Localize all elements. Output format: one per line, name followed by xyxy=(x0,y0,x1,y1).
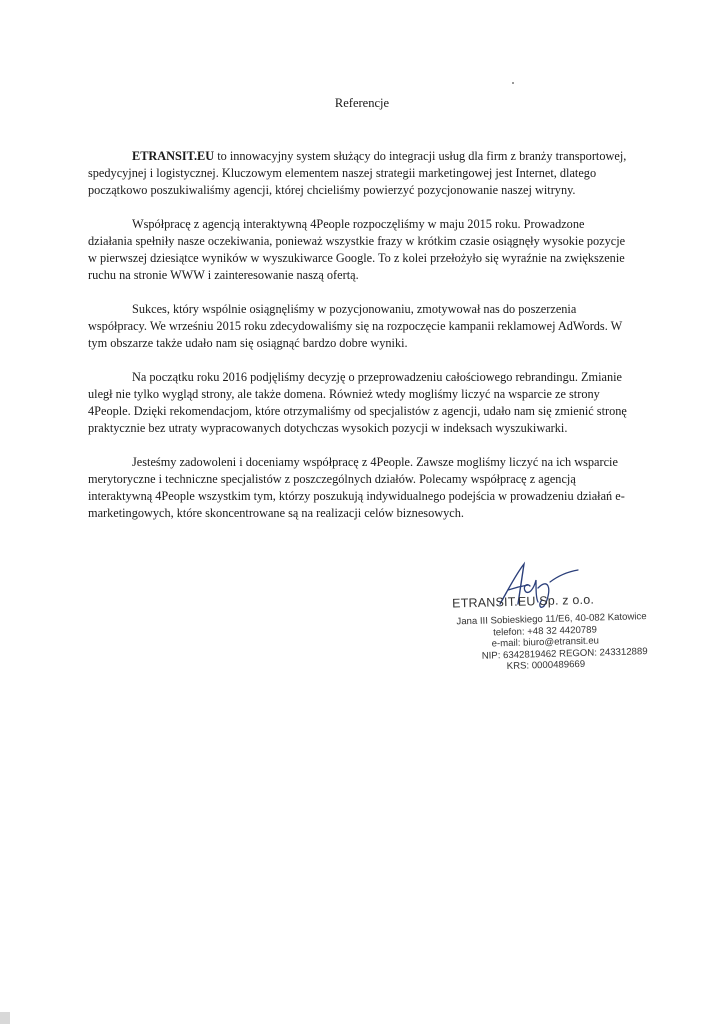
letter-body xyxy=(88,148,628,539)
document-title: Referencje xyxy=(334,96,390,110)
scan-edge-mark xyxy=(0,1012,10,1024)
paragraph-2: Współpracę z agencją interaktywną 4People rozpoczęliśmy w maju 2015 roku. Prowadzone działania spełniły nasze oczekiwania, ponieważ wszystkie frazy w krótkim czasie osiągnęły wysokie pozycje w pierwszej dziesiątce wyników w wyszukiwarce Google. To z kolei przełożyło się wyraźnie na zwiększenie ruchu na stronie WWW i zainteresowanie naszą ofertą. xyxy=(88,217,626,282)
stamp-company-name: ETRANSIT.EU Sp. z o.o. xyxy=(451,592,595,611)
paragraph-3: Sukces, który wspólnie osiągnęliśmy w pozycjonowaniu, zmotywował nas do poszerzenia współpracy. We wrześniu 2015 roku zdecydowaliśmy się na rozpoczęcie kampanii reklamowej AdWords. W tym obszarze także udało nam się osiągnąć bardzo dobre wyniki. xyxy=(88,302,623,350)
paragraph-5: Jesteśmy zadowoleni i doceniamy współpracę z 4People. Zawsze mogliśmy liczyć na ich wsparcie merytoryczne i techniczne specjalistów z poszczególnych działów. Polecamy współpracę z agencją interaktywną 4People wszystkim tym, którzy poszukują indywidualnego podejścia w prowadzeniu działań e-marketingowych, które skoncentrowane są na realizacji celów biznesowych. xyxy=(88,455,625,520)
paragraph-1 xyxy=(88,148,628,199)
company-name-bold: ETRANSIT.EU xyxy=(132,149,215,163)
stamp-address: Jana III Sobieskiego 11/E6, 40-082 Katowice xyxy=(456,611,647,628)
stamp-krs: KRS: 0000489669 xyxy=(506,659,586,673)
stamp-nip-regon: NIP: 6342819462 REGON: 243312889 xyxy=(481,645,648,662)
company-stamp xyxy=(400,591,654,676)
paragraph-1-text: to innowacyjny system służący do integracji usług dla firm z branży transportowej, spedycyjnej i logistycznej. Kluczowym elementem naszej strategii marketingowej jest Internet, dlatego początkowo poszukiwaliśmy agencji, której chcieliśmy powierzyć pozycjonowanie naszej witryny. xyxy=(88,149,627,197)
stamp-email: e-mail: biuro@etransit.eu xyxy=(491,635,600,650)
paragraph-4: Na początku roku 2016 podjęliśmy decyzję o przeprowadzeniu całościowego rebrandingu. Zmianie uległ nie tylko wygląd strony, ale także domena. Również wtedy mogliśmy liczyć na wsparcie ze strony 4People. Dzięki rekomendacjom, które otrzymaliśmy od specjalistów z agencji, udało nam się zmienić stronę praktycznie bez utraty wypracowanych dotychczas wysokich pozycji w indeksach wyszukiwarki. xyxy=(88,370,627,435)
stamp-phone: telefon: +48 32 4420789 xyxy=(492,624,597,639)
scan-dust-dot xyxy=(512,82,514,84)
